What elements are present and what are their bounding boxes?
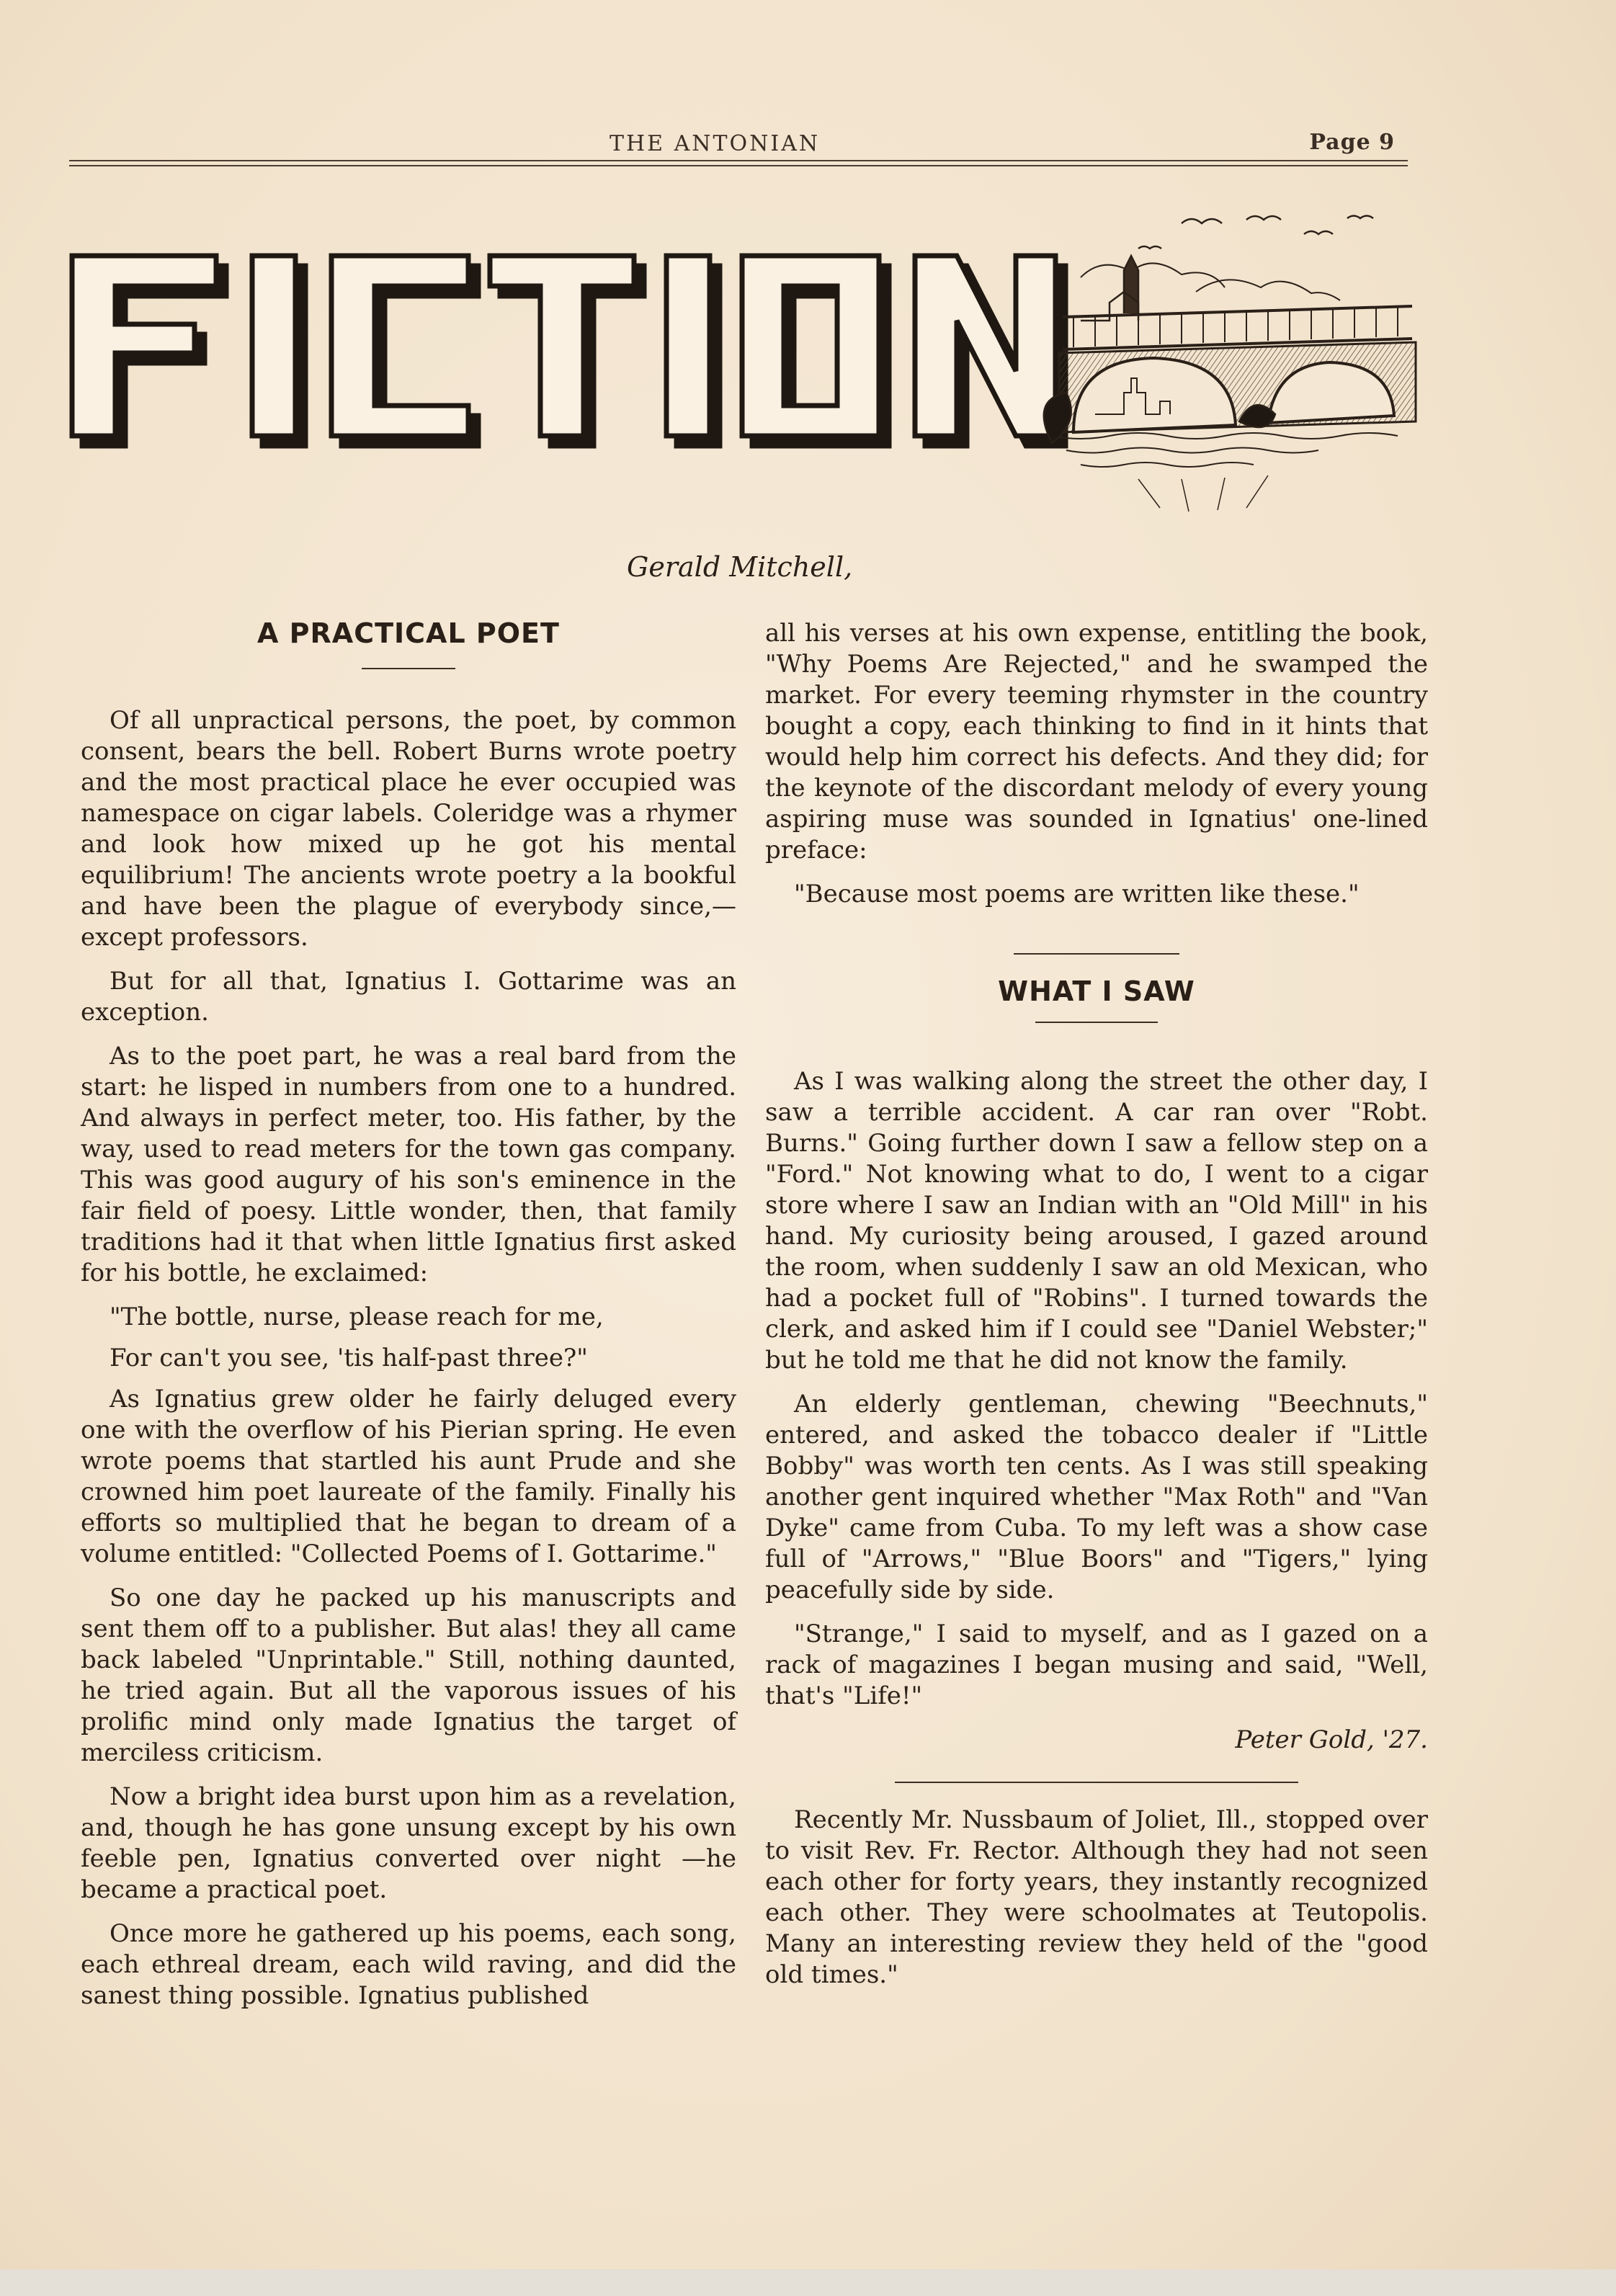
paragraph: As to the poet part, he was a real bard from the start: he lisped in numbers from one to a hundred. And always in perfect meter, too. His father, by the way, used to read meters for the town gas company. This was good augury of his son's eminence in the fair field of poesy. Little wonder, then, that family traditions had it that when little Ignatius first asked for his bottle, he exclaimed: [81, 1042, 736, 1287]
title-rule [1035, 1022, 1158, 1023]
fiction-title-letters [72, 256, 1066, 446]
verse-line: "The bottle, nurse, please reach for me, [110, 1303, 604, 1331]
story-title-practical-poet: A PRACTICAL POET [257, 617, 560, 649]
paragraph: As I was walking along the street the other day, I saw a terrible accident. A car ran over "Robt. Burns." Going further down I saw a fellow step on a "Ford." Not knowing what to do, I went to a cigar store where I saw an Indian with an "Old Mill" in his hand. My curiosity being aroused, I gazed around the room, when suddenly I saw an old Mexican, who had a pocket full of "Robins". I turned towards the clerk, and asked him if I could see "Daniel Webster;" but he told me that he did not know the family. [765, 1067, 1428, 1375]
left-column [81, 618, 736, 2024]
story-title-what-i-saw: WHAT I SAW [998, 975, 1195, 1007]
verse-line: For can't you see, 'tis half-past three?" [110, 1344, 588, 1372]
section-rule [895, 1782, 1298, 1783]
illustration-credit: Gerald Mitchell, [627, 551, 853, 583]
paragraph: As Ignatius grew older he fairly deluged every one with the overflow of his Pierian spring. He even wrote poems that startled his aunt Prude and she crowned him poet laureate of the family. Finally his efforts so multiplied that he began to dream of a volume entitled: "Collected Poems of I. Gottarime." [81, 1385, 736, 1568]
paragraph: An elderly gentleman, chewing "Beechnuts," entered, and asked the tobacco dealer if "Little Bobby" was worth ten cents. As I was still speaking another gent inquired whether "Max Roth" and "Van Dyke" came from Cuba. To my left was a show case full of "Arrows," "Blue Boors" and "Tigers," lying peacefully side by side. [765, 1390, 1428, 1604]
running-header [69, 128, 1395, 157]
author-signature: Peter Gold, '27. [1235, 1725, 1428, 1754]
page-number: Page 9 [1309, 130, 1395, 155]
bridge-illustration [1044, 216, 1416, 512]
title-rule [362, 668, 455, 669]
paragraph: Now a bright idea burst upon him as a revelation, and, though he has gone unsung except by his own feeble pen, Ignatius converted over night —he became a practical poet. [81, 1782, 736, 1904]
scan-margin [0, 2269, 1616, 2296]
right-column [765, 618, 1428, 2004]
section-rule [1014, 953, 1179, 955]
paragraph: So one day he packed up his manuscripts and sent them off to a publisher. But alas! they all came back labeled "Unprintable." Still, nothing daunted, he tried again. But all the vaporous issues of his prolific mind only made Ignatius the target of merciless criticism. [81, 1583, 736, 1767]
paragraph: Once more he gathered up his poems, each song, each ethreal dream, each wild raving, and did the sanest thing possible. Ignatius published [81, 1919, 736, 2010]
header-rule [69, 160, 1408, 166]
preface-quote: "Because most poems are written like these." [794, 880, 1360, 908]
publication-title: THE ANTONIAN [610, 131, 821, 156]
fiction-banner [58, 205, 1427, 522]
paragraph: Of all unpractical persons, the poet, by common consent, bears the bell. Robert Burns wrote poetry and the most practical place he ever occupied was namespace on cigar labels. Coleridge was a rhymer and look how mixed up he got his mental equilibrium! The ancients wrote poetry a la bookful and have been the plague of everybody since,—except professors. [81, 706, 736, 952]
news-note: Recently Mr. Nussbaum of Joliet, Ill., stopped over to visit Rev. Fr. Rector. Although they had not seen each other for forty years, they instantly recognized each other. They were schoolmates at Teutopolis. Many an interesting review they held of the "good old times." [765, 1805, 1428, 1989]
paragraph: But for all that, Ignatius I. Gottarime was an exception. [81, 967, 736, 1027]
paragraph-continuation: all his verses at his own expense, entitling the book, "Why Poems Are Rejected," and he swamped the market. For every teeming rhymster in the country bought a copy, each thinking to find in it hints that would help him correct his defects. And they did; for the keynote of the discordant melody of every young aspiring muse was sounded in Ignatius' one-lined preface: [765, 619, 1428, 865]
paragraph: "Strange," I said to myself, and as I gazed on a rack of magazines I began musing and said, "Well, that's "Life!" [765, 1620, 1428, 1710]
